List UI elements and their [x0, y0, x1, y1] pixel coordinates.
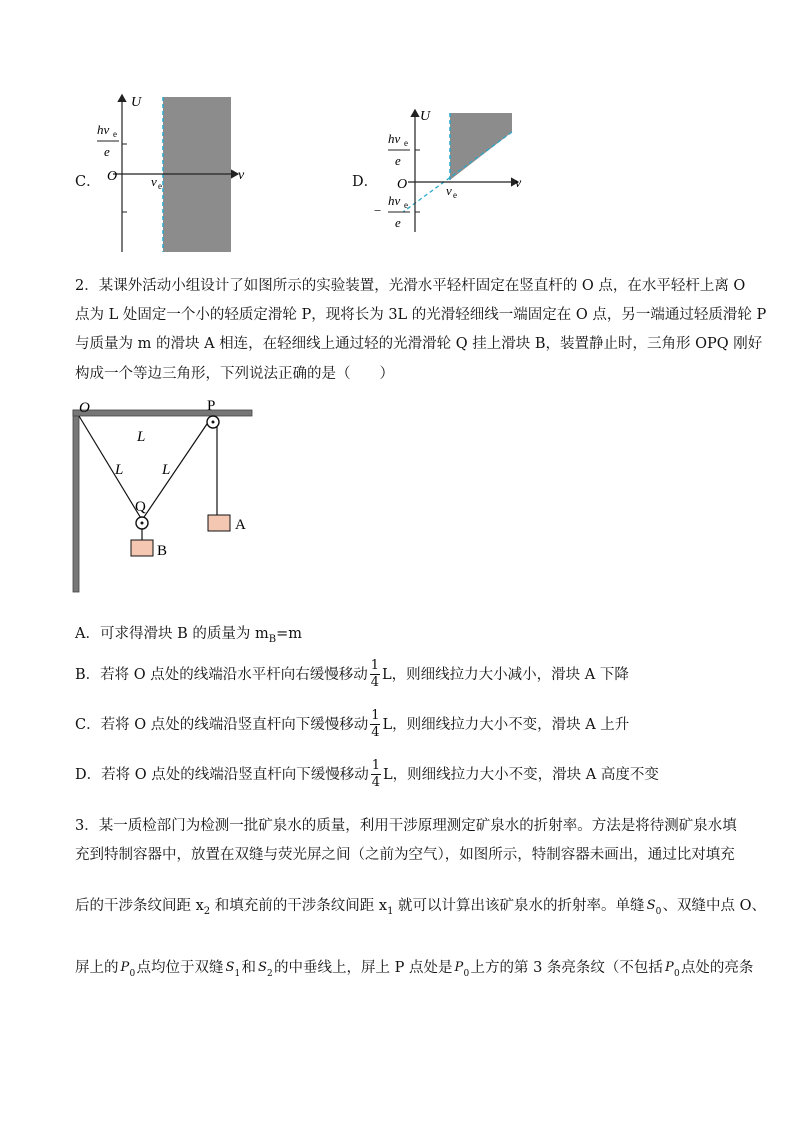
- graph-c-ve: v: [151, 174, 157, 189]
- graph-d-frac-num-sub: e: [404, 138, 408, 148]
- block-b: [131, 540, 153, 556]
- q3-line-1: 3．某一质检部门为检测一批矿泉水的质量，利用干涉原理测定矿泉水的折射率。方法是将待测矿泉水填: [75, 818, 737, 834]
- label-l-top: L: [137, 429, 146, 445]
- q3-line-3: 后的干涉条纹间距 $x_2$ 和填充前的干涉条纹间距 $x_1$ 就可以计算出该矿泉水的折射率。单缝 S 0 、双缝中点 O、: [75, 898, 767, 917]
- label-l-right: L: [162, 462, 171, 478]
- graph-c-ve-sub: e: [158, 181, 162, 191]
- q2-line-3: 与质量为 m 的滑块 A 相连，在轻细线上通过轻的光滑滑轮 Q 挂上滑块 B，装置静止时，三角形 OPQ 刚好: [75, 336, 763, 352]
- label-b: B: [157, 543, 168, 559]
- string-oq: [79, 416, 142, 520]
- graph-c-origin: O: [107, 169, 118, 184]
- graph-c-frac-den: e: [104, 144, 110, 159]
- option-c-label: C．: [75, 174, 101, 190]
- graph-d-neg-sign: −: [374, 203, 382, 218]
- graph-d-neg-frac-den: e: [395, 215, 401, 230]
- q2-apparatus-figure: [65, 398, 265, 598]
- graph-c-v-label: v: [238, 168, 245, 183]
- graph-d-origin: O: [397, 177, 408, 192]
- graph-d-neg-frac-num: hv: [388, 193, 401, 208]
- label-p: P: [207, 398, 216, 414]
- label-o: O: [79, 400, 90, 416]
- q2-option-d: D．若将 O 点处的线端沿竖直杆向下缓慢移动 $\frac{1}{4}$ L，则细线拉力大小不变，滑块 A 高度不变: [75, 758, 659, 790]
- graph-d-u-label: U: [420, 109, 431, 124]
- graph-d-frac-num: hv: [388, 131, 401, 146]
- graph-d-ve: v: [446, 183, 452, 198]
- horizontal-rod: [73, 410, 252, 416]
- graph-d-v-label: v: [515, 176, 522, 191]
- graph-d-neg-frac-num-sub: e: [404, 200, 408, 210]
- q2-line-4: 构成一个等边三角形，下列说法正确的是（ ）: [75, 366, 394, 382]
- graph-c-frac-num-sub: e: [113, 129, 117, 139]
- q2-option-c: C．若将 O 点处的线端沿竖直杆向下缓慢移动 $\frac{1}{4}$ L，则细线拉力大小不变，滑块 A 上升: [75, 708, 630, 740]
- q3-line-2: 充到特制容器中，放置在双缝与荧光屏之间（之前为空气），如图所示，特制容器未画出，通过比对填充: [75, 847, 735, 863]
- q2-line-1: 2．某课外活动小组设计了如图所示的实验装置，光滑水平轻杆固定在竖直杆的 O 点，在水平轻杆上离 O: [75, 278, 746, 294]
- vertical-rod: [73, 410, 79, 592]
- label-q: Q: [135, 499, 146, 515]
- q2-line-2: 点为 L 处固定一个小的轻质定滑轮 P，现将长为 3L 的光滑轻细线一端固定在 O 点，另一端通过轻质滑轮 P: [75, 307, 767, 323]
- q3-line-4: 屏上的 P 0 点均位于双缝 S 1 和 S 2 的中垂线上，屏上 P 点处是 P 0 上方的第 3 条亮条纹（不包括 P 0 点处的亮条: [75, 960, 754, 979]
- graph-c-figure: [95, 90, 255, 255]
- graph-c-frac-num: hv: [97, 122, 110, 137]
- q2-option-a: A．可求得滑块 B 的质量为 $m_B=m$: [75, 626, 302, 645]
- graph-d-frac-den: e: [395, 153, 401, 168]
- option-d-label: D．: [352, 174, 379, 190]
- graph-d-figure: [370, 105, 530, 235]
- graph-c-u-label: U: [131, 95, 142, 110]
- label-l-left: L: [115, 462, 124, 478]
- block-a: [208, 515, 230, 531]
- q2-option-b: B．若将 O 点处的线端沿水平杆向右缓慢移动 $\frac{1}{4}$ L，则细线拉力大小减小，滑块 A 下降: [75, 658, 629, 690]
- string-qp: [142, 418, 211, 520]
- label-a: A: [235, 517, 246, 533]
- graph-d-ve-sub: e: [453, 190, 457, 200]
